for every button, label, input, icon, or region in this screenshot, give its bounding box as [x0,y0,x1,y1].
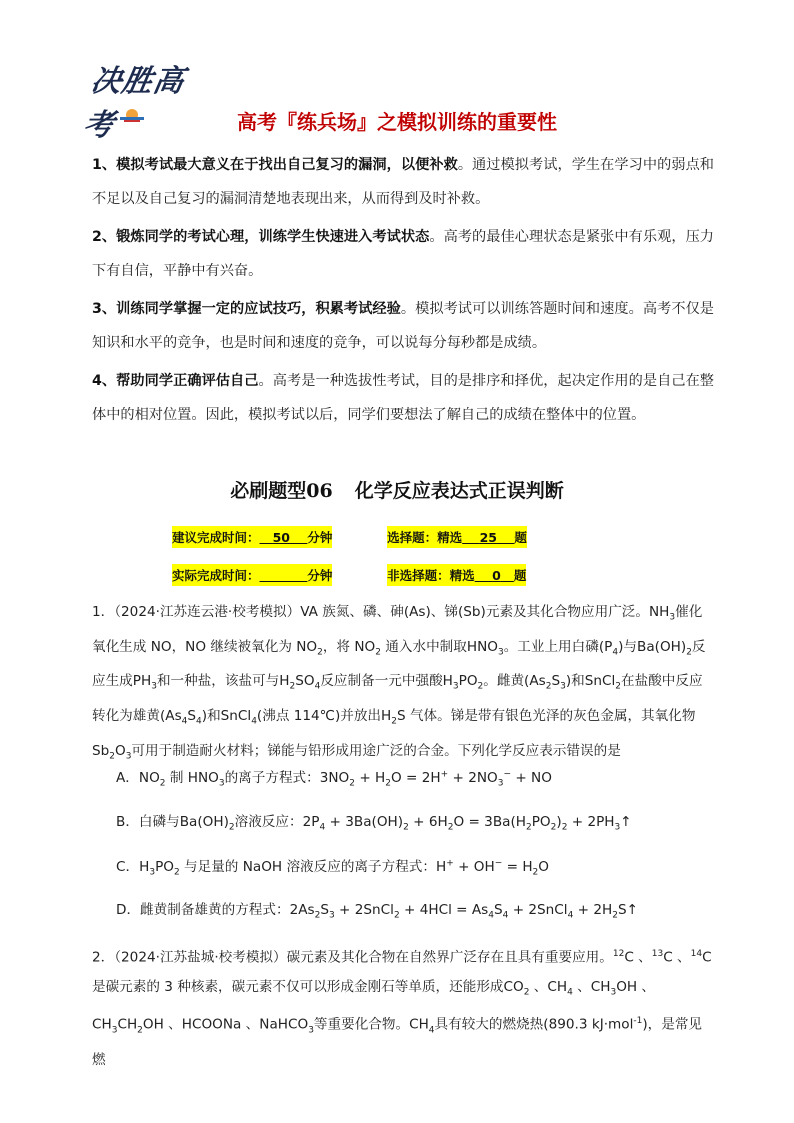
point-2-text: 。高考的最佳心理状态是紧张中有乐观，压力下有自信，平静中有兴奋。 [92,229,714,279]
section-name: 化学反应表达式正误判断 [354,480,564,502]
point-3 [92,292,714,360]
question-2: 2．（2024·江苏盐城·校考模拟）碳元素及其化合物在自然界广泛存在且具有重要应用。$^{12}$C 、$^{13}$C 、$^{14}$C 是碳元素的 3 种核素，碳元素不仅可以形成金刚石等单质，还能形成$CO_2$ 、$CH_4$ 、$CH_3OH$ 、$CH_3CH_2OH$ 、HCOONa 、NaHCO$_3$等重要化合物。$CH_4$具有较大的燃烧热(890.3 kJ·mol$^{-1}$)，是常见燃 [92,949,712,1068]
actual-time: 实际完成时间： 分钟 [172,564,332,586]
section-label: 必刷题型06 [230,480,333,502]
point-2-lead: 2、锻炼同学的考试心理，训练学生快速进入考试状态 [92,229,430,245]
option-b[interactable]: B．白磷与$Ba(OH)_2$溶液反应：$2P_4 + 3Ba(OH)_2 + 6H_2O = 3Ba(H_2PO_2)_2$ + $2PH_3↑$ [116,814,632,833]
point-4-text: 。高考是一种选拔性考试，目的是排序和择优，起决定作用的是自己在整体中的相对位置。因此，模拟考试以后，同学们要想法了解自己的成绩在整体中的位置。 [92,373,714,423]
logo-text: 决胜高考 [80,64,188,143]
section-title [0,476,794,503]
suggested-time: 建议完成时间： 50 分钟 [172,526,332,548]
option-d[interactable]: D．雌黄制备雄黄的方程式：$2As_2S_3$ + 2SnCl$_2$ + $4HCl = As_4S_4$ + 2SnCl$_4$ + $2H_2S↑$ [116,902,638,921]
point-4-lead: 4、帮助同学正确评估自己 [92,373,259,389]
choice-count: 选择题：精选 25 题 [387,526,527,548]
info-row-suggested [172,526,527,548]
option-c[interactable]: C．$H_3PO_2$ 与足量的 NaOH 溶液反应的离子方程式：$H^+ + OH^- = H_2O$ [116,858,549,878]
point-1-lead: 1、模拟考试最大意义在于找出自己复习的漏洞，以便补救 [92,157,458,173]
point-4 [92,364,714,432]
page-title: 高考『练兵场』之模拟训练的重要性 [237,110,557,134]
point-3-lead: 3、训练同学掌握一定的应试技巧，积累考试经验 [92,301,401,317]
point-2 [92,220,714,288]
option-a[interactable]: A．$NO_2$ 制 $HNO_3$的离子方程式：$3NO_2 + H_2O = 2H^+ + 2NO_3^-$ + NO [116,769,552,789]
info-row-actual [172,564,526,586]
point-1-text: 。通过模拟考试，学生在学习中的弱点和不足以及自己复习的漏洞清楚地表现出来，从而得到及时补救。 [92,157,714,207]
point-1 [92,148,714,216]
point-3-text: 。模拟考试可以训练答题时间和速度。高考不仅是知识和水平的竞争，也是时间和速度的竞争，可以说每分每秒都是成绩。 [92,301,714,351]
nonchoice-count: 非选择题：精选 0 题 [387,564,526,586]
question-1: 1．（2024·江苏连云港·校考模拟）VA 族氮、磷、砷(As)、锑(Sb)元素及其化合物应用广泛。$NH_3$催化氧化生成 NO，NO 继续被氧化为 $NO_2$，将 $NO_2$ 通入水中制取$HNO_3$。工业上用白磷$(P_4)$与$Ba(OH)_2$反应生成$PH_3$和一种盐，该盐可与$H_2SO_4$反应制备一元中强酸$H_3PO_2$。雌黄$(As_2S_3)$和SnCl$_2$在盐酸中反应转化为雄黄$(As_4S_4)$和SnCl$_4$(沸点 114℃)并放出$H_2S$ 气体。锑是带有银色光泽的灰色金属，其氧化物$Sb_2O_3$可用于制造耐火材料；锑能与铅形成用途广泛的合金。下列化学反应表示错误的是 [92,604,706,762]
